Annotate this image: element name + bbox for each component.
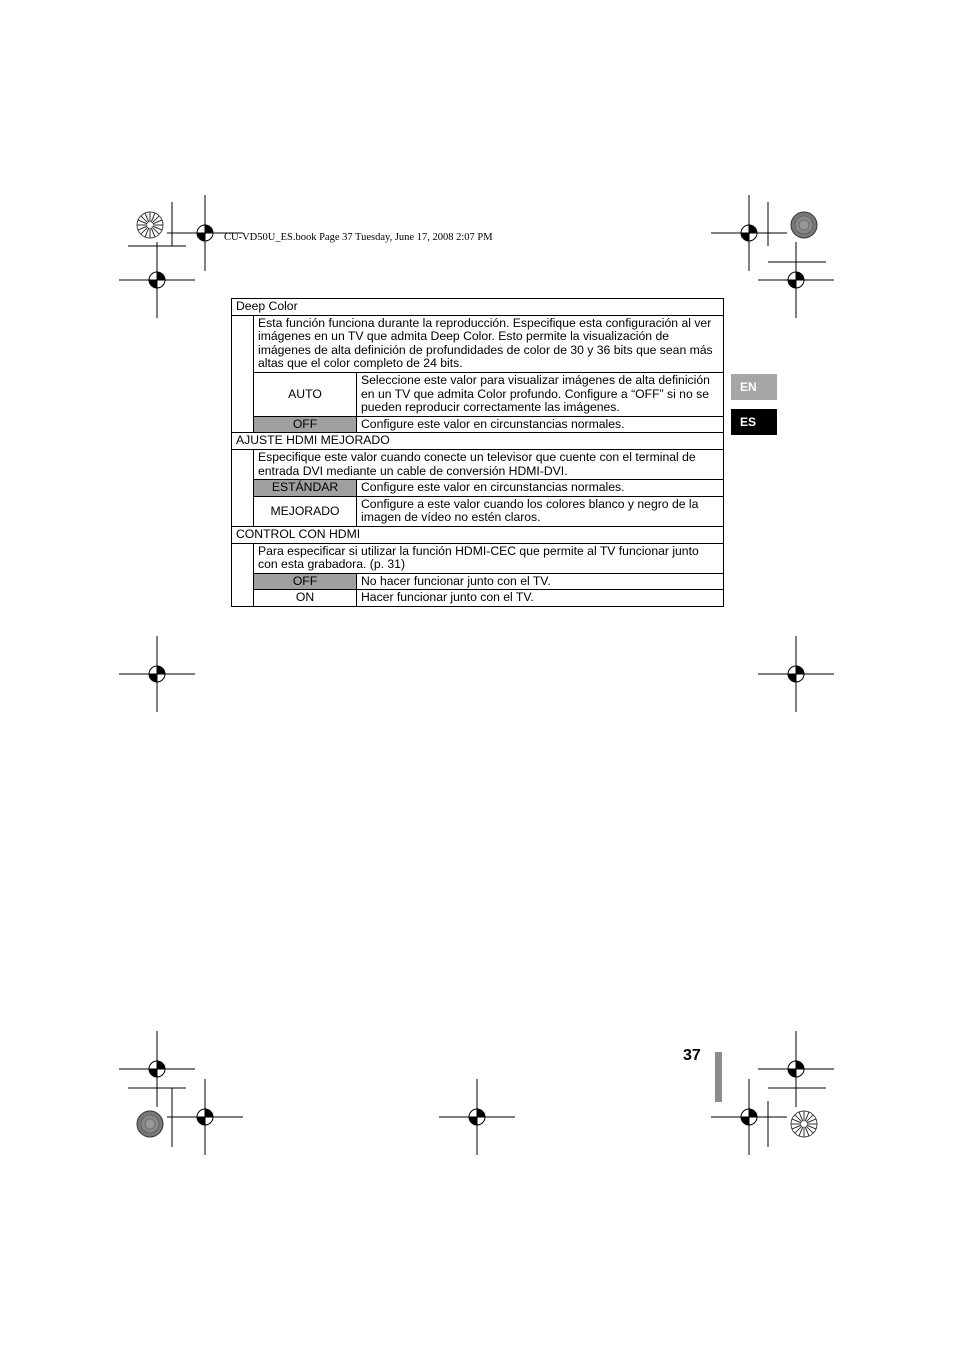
default-option-label: ESTÁNDAR: [254, 480, 357, 497]
default-option-label: OFF: [254, 416, 357, 433]
option-row: [232, 480, 724, 497]
section-intro: Para especificar si utilizar la función HDMI-CEC que permite al TV funcionar junto con esta grabadora. (p. 31): [254, 543, 724, 573]
option-description: Configure a este valor cuando los colores blanco y negro de la imagen de vídeo no estén claros.: [357, 496, 724, 526]
section-title: Deep Color: [232, 299, 724, 316]
color-target-icon: [791, 1111, 817, 1137]
option-label: AUTO: [254, 372, 357, 416]
page-number: 37: [683, 1047, 701, 1064]
section-title: AJUSTE HDMI MEJORADO: [232, 433, 724, 450]
option-row: [232, 590, 724, 607]
section-title-row: [232, 433, 724, 450]
section-title-row: [232, 526, 724, 543]
option-description: Configure este valor en circunstancias normales.: [357, 416, 724, 433]
page-edge-bar: [715, 1052, 722, 1102]
option-description: Seleccione este valor para visualizar imágenes de alta definición en un TV que admita Color profundo. Configure a “OFF” si no se pueden reproducir correctamente las imágenes.: [357, 372, 724, 416]
color-target-icon: [137, 212, 163, 238]
section-title-row: [232, 299, 724, 316]
option-row: [232, 573, 724, 590]
section-intro-row: [232, 449, 724, 479]
option-row: [232, 372, 724, 416]
section-intro: Esta función funciona durante la reproducción. Especifique esta configuración al ver imágenes en un TV que admita Deep Color. Esto permite la visualización de imágenes de alta definición de profundidades de color de 30 y 36 bits que sean más altas que el color completo de 24 bits.: [254, 315, 724, 372]
settings-table: [231, 298, 724, 607]
option-row: [232, 496, 724, 526]
option-label: ON: [254, 590, 357, 607]
color-target-icon: [137, 1111, 163, 1137]
option-label: MEJORADO: [254, 496, 357, 526]
language-tab-en: EN: [731, 374, 777, 400]
language-tab-es: ES: [731, 409, 777, 435]
color-target-icon: [791, 212, 817, 238]
section-intro-row: [232, 315, 724, 372]
option-row: [232, 416, 724, 433]
section-title: CONTROL CON HDMI: [232, 526, 724, 543]
book-info-header: CU-VD50U_ES.book Page 37 Tuesday, June 17, 2008 2:07 PM: [224, 232, 493, 243]
option-description: No hacer funcionar junto con el TV.: [357, 573, 724, 590]
option-description: Hacer funcionar junto con el TV.: [357, 590, 724, 607]
option-description: Configure este valor en circunstancias normales.: [357, 480, 724, 497]
section-intro: Especifique este valor cuando conecte un televisor que cuente con el terminal de entrada DVI mediante un cable de conversión HDMI-DVI.: [254, 449, 724, 479]
section-intro-row: [232, 543, 724, 573]
default-option-label: OFF: [254, 573, 357, 590]
